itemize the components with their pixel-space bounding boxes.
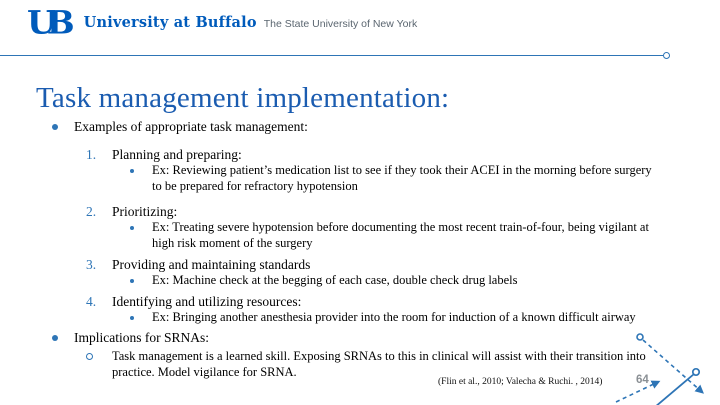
- bullet-text: Examples of appropriate task management:: [74, 119, 308, 134]
- open-circle-bullet-icon: [86, 353, 93, 360]
- bullet-icon: [52, 335, 58, 341]
- sub-bullet-icon: [130, 279, 134, 283]
- numbered-item-2: [86, 203, 720, 220]
- citation-text: (Flin et al., 2010; Valecha & Ruchi. , 2014): [438, 377, 603, 387]
- page-number: 64: [636, 374, 649, 386]
- university-wordmark: University at Buffalo: [83, 14, 257, 31]
- example-item-4: [130, 310, 720, 326]
- item-label: Identifying and utilizing resources:: [112, 293, 302, 309]
- example-item-3: [130, 273, 720, 289]
- sub-bullet-icon: [130, 169, 134, 173]
- item-number: 1.: [86, 147, 97, 162]
- item-label: Prioritizing:: [112, 204, 178, 219]
- sub-bullet-icon: [130, 226, 134, 230]
- corner-arrows-decoration-icon: [608, 326, 720, 405]
- item-label: Planning and preparing:: [112, 147, 242, 162]
- numbered-item-1: [86, 146, 720, 163]
- example-text: Ex: Treating severe hypotension before documenting the most recent train-of-four, being vigilant at high risk moment of the surgery: [152, 220, 649, 250]
- example-item-1: [130, 163, 720, 194]
- slide-header: [0, 0, 720, 56]
- implication-text: Task management is a learned skill. Exposing SRNAs to this in clinical will assist with their transition into practice. Model vigilance for SRNA.: [112, 349, 646, 379]
- item-number: 3.: [86, 257, 97, 272]
- example-text: Ex: Machine check at the begging of each case, double check drug labels: [152, 273, 518, 287]
- university-subtitle: The State University of New York: [263, 17, 418, 30]
- ub-logo-icon: UB: [27, 3, 66, 42]
- numbered-item-4: [86, 293, 720, 310]
- slide-title: Task management implementation:: [36, 82, 450, 114]
- item-number: 4.: [86, 293, 97, 309]
- item-label: Providing and maintaining standards: [112, 257, 311, 272]
- sub-bullet-icon: [130, 316, 134, 320]
- divider-end-circle-icon: [663, 52, 670, 59]
- bullet-text: Implications for SRNAs:: [74, 330, 209, 345]
- university-logo: [27, 3, 418, 42]
- example-item-2: [130, 220, 720, 251]
- example-text: Ex: Reviewing patient’s medication list to see if they took their ACEI in the morning before surgery to be prepared for refractory hypotension: [152, 163, 652, 193]
- example-text: Ex: Bringing another anesthesia provider into the room for induction of a known difficult airway: [152, 309, 636, 324]
- bullet-icon: [52, 124, 58, 130]
- numbered-item-3: [86, 256, 720, 273]
- bullet-examples: [52, 118, 720, 135]
- header-divider-line: [0, 55, 663, 56]
- item-number: 2.: [86, 204, 97, 219]
